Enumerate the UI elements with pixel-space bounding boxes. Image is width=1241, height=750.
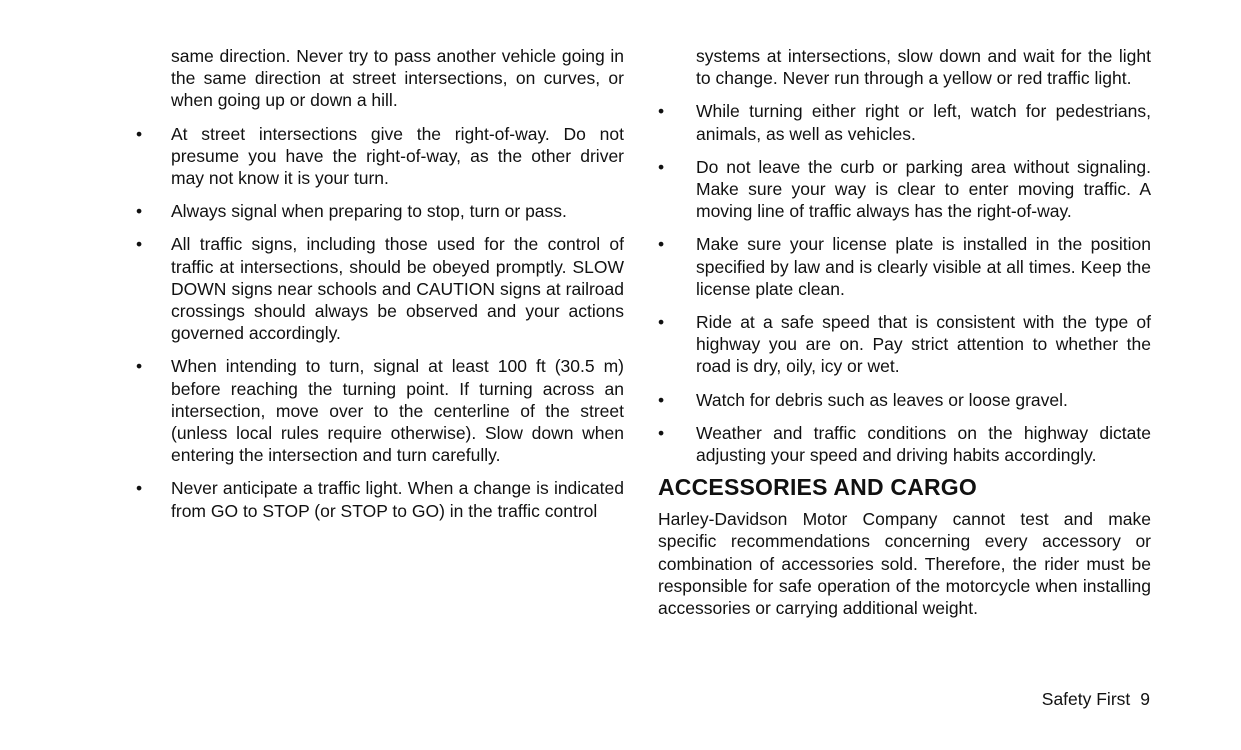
bullet-icon: • [136,201,143,222]
list-item-text: Ride at a safe speed that is consistent with the type of highway you are on. Pay strict attention to whether the road is dry, oily, icy or wet. [696,312,1151,377]
bullet-icon: • [136,356,143,377]
list-item-text: Watch for debris such as leaves or loose gravel. [696,389,1068,410]
list-item [136,200,624,222]
list-item-text: All traffic signs, including those used for the control of traffic at intersections, should be obeyed promptly. SLOW DOWN signs near schools and CAUTION signs at railroad crossings should always be observed and your actions governed accordingly. [171,234,624,344]
list-item [658,389,1151,411]
bullet-icon: • [658,422,665,443]
left-column [136,45,624,533]
list-item-text: Do not leave the curb or parking area without signaling. Make sure your way is clear to enter moving traffic. A moving line of traffic always has the right-of-way. [696,156,1151,222]
footer-section-name: Safety First [1041,689,1131,709]
right-column [658,45,1151,630]
bullet-icon: • [658,234,665,255]
list-item-text: Always signal when preparing to stop, turn or pass. [171,201,567,222]
list-item-text: At street intersections give the right-of-way. Do not presume you have the right-of-way, as the other driver may not know it is your turn. [171,123,624,189]
list-item [658,311,1151,378]
list-item [136,123,624,190]
list-item-text: Make sure your license plate is installed in the position specified by law and is clearly visible at all times. Keep the license plate clean. [696,234,1151,299]
list-item [136,233,624,344]
list-item-text: While turning either right or left, watch for pedestrians, animals, as well as vehicles. [696,101,1151,144]
section-heading: ACCESSORIES AND CARGO [658,474,977,501]
bullet-icon: • [658,156,665,177]
right-continuation-text: systems at intersections, slow down and wait for the light to change. Never run through a yellow or red traffic light. [696,46,1151,89]
bullet-icon: • [136,478,143,499]
bullet-icon: • [136,234,143,255]
left-continuation-text: same direction. Never try to pass another vehicle going in the same direction at street intersections, on curves, or when going up or down a hill. [171,46,624,111]
list-item [658,100,1151,144]
page-number: 9 [1140,689,1150,709]
list-item [658,422,1151,466]
list-item [136,477,624,521]
list-item [658,156,1151,223]
bullet-icon: • [136,123,143,144]
page-footer [1042,688,1150,710]
bullet-icon: • [658,101,665,122]
list-item [136,355,624,466]
list-item-text: When intending to turn, signal at least 100 ft (30.5 m) before reaching the turning point. If turning across an intersection, move over to the centerline of the street (unless local rules require otherwise). Slow down when entering the intersection and turn carefully. [171,356,624,466]
list-item [658,233,1151,300]
bullet-icon: • [658,312,665,333]
list-item-text: Weather and traffic conditions on the highway dictate adjusting your speed and driving habits accordingly. [696,422,1151,466]
bullet-icon: • [658,389,665,410]
section-body-text: Harley-Davidson Motor Company cannot test and make specific recommendations concerning every accessory or combination of accessories sold. Therefore, the rider must be responsible for safe operation of the motorcycle when installing accessories or carrying additional weight. [658,509,1151,619]
list-item-text: Never anticipate a traffic light. When a change is indicated from GO to STOP (or STOP to GO) in the traffic control [171,478,624,521]
